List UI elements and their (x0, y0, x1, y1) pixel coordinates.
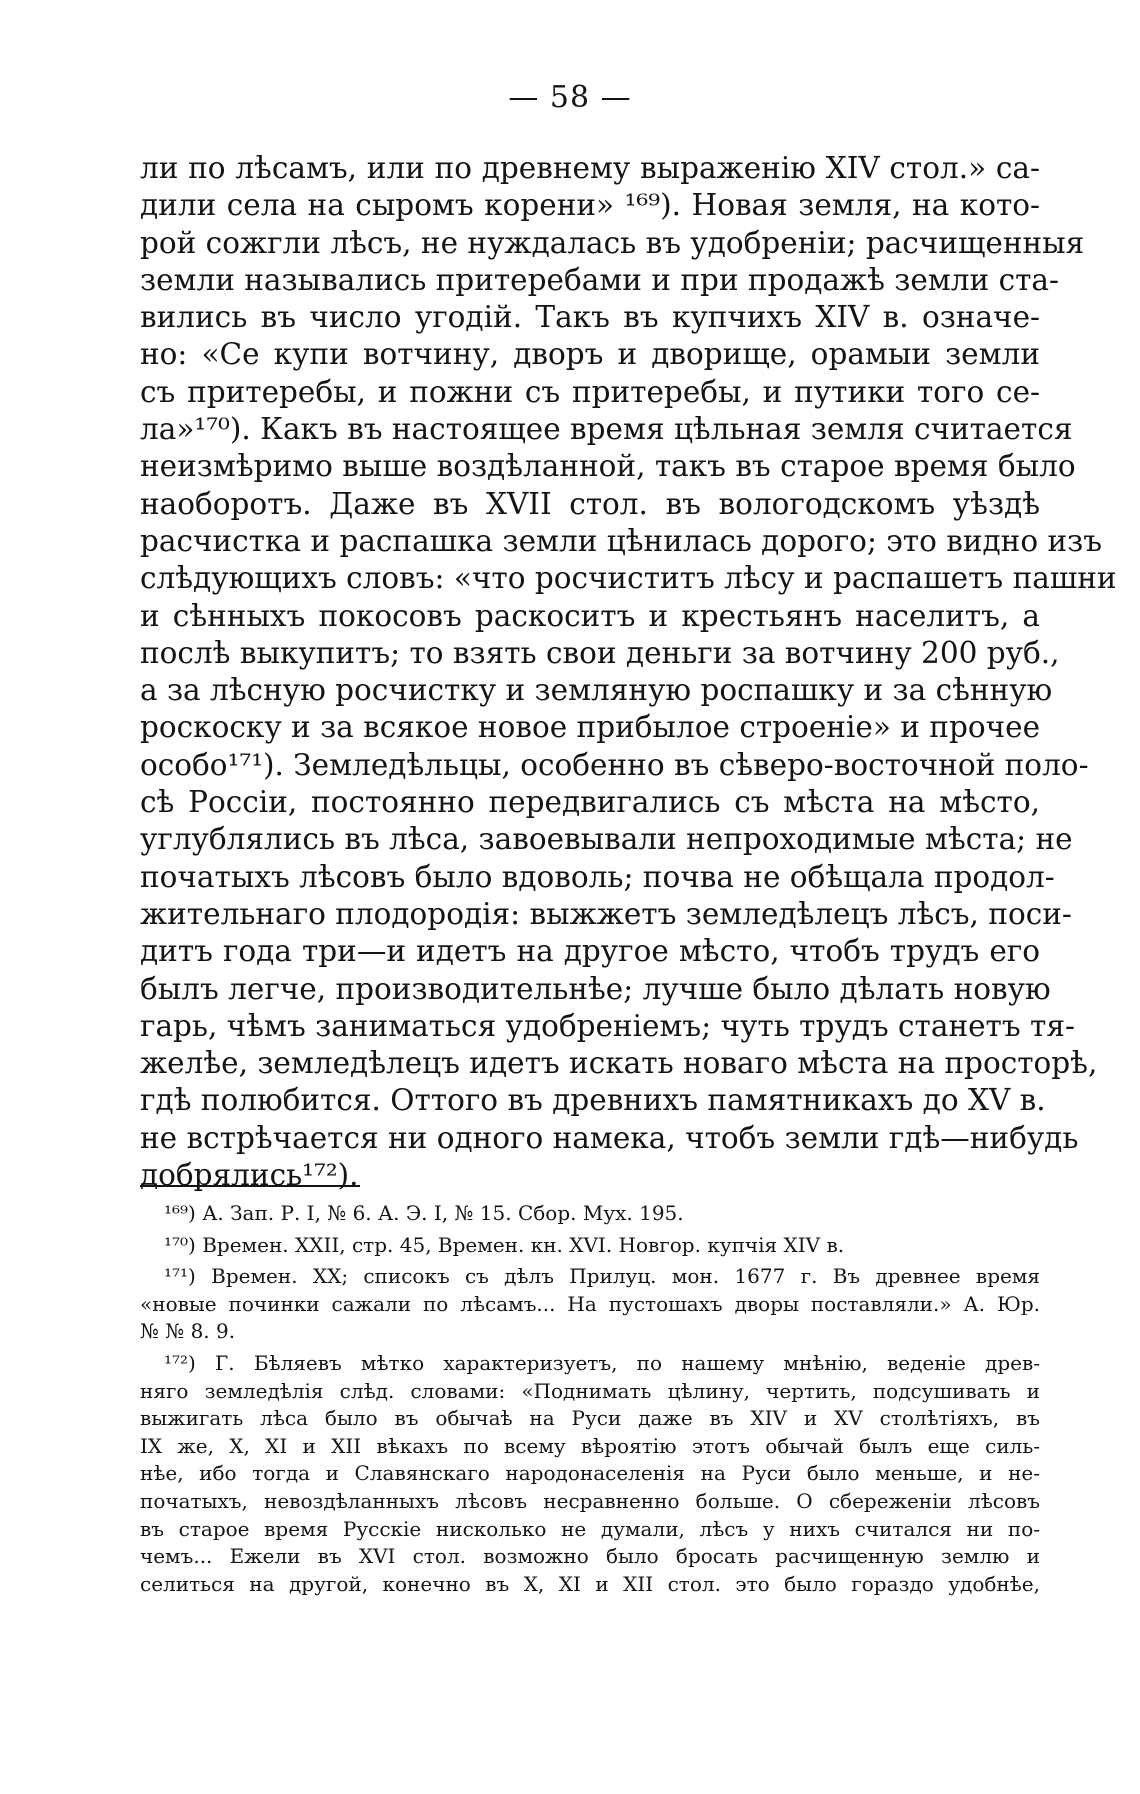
footnote-line: нѣе, ибо тогда и Славянскаго народонаселенія на Руси было меньше, и не- (140, 1461, 1040, 1486)
footnote-line: ¹⁶⁹) А. Зап. Р. I, № 6. А. Э. I, № 15. Сбор. Мух. 195. (164, 1201, 684, 1225)
text-line: а за лѣсную росчистку и земляную роспашку и за сѣнную (140, 673, 1053, 708)
footnote-line: «новые починки сажали по лѣсамъ... На пустошахъ дворы поставляли.» А. Юр. (140, 1291, 1040, 1316)
text-line: былъ легче, производительнѣе; лучше было дѣлать новую (140, 971, 1051, 1006)
text-line: но: «Се купи вотчину, дворъ и дворище, орамыи земли (140, 337, 1040, 372)
text-line: добрялись¹⁷²). (140, 1158, 359, 1193)
text-line: желѣе, земледѣлецъ идетъ искать новаго мѣста на просторѣ, (140, 1046, 1098, 1081)
footnotes (140, 1200, 1040, 1598)
footnote-line: ¹⁷⁰) Времен. XXII, стр. 45, Времен. кн. XVI. Новгор. купчія XIV в. (164, 1232, 845, 1257)
text-line: ла»¹⁷⁰). Какъ въ настоящее время цѣльная земля считается (140, 412, 1073, 447)
text-line: особо¹⁷¹). Земледѣльцы, особенно въ сѣверо-восточной поло- (140, 747, 1089, 782)
footnote-171 (140, 1263, 1040, 1346)
text-line: расчистка и распашка земли цѣнилась дорого; это видно изъ (140, 523, 1102, 558)
footnote-line: ¹⁷²) Г. Бѣляевъ мѣтко характеризуетъ, по нашему мнѣнію, веденіе древ- (164, 1350, 1040, 1375)
text-line: земли назывались притеребами и при продажѣ земли ста- (140, 262, 1059, 297)
text-line: жительнаго плодородія: выжжетъ земледѣлецъ лѣсъ, поси- (140, 896, 1072, 931)
text-line: гарь, чѣмъ заниматься удобреніемъ; чуть трудъ станетъ тя- (140, 1008, 1075, 1043)
text-line: рой сожгли лѣсъ, не нуждалась въ удобреніи; расчищенныя (140, 225, 1085, 260)
text-line: неизмѣримо выше воздѣланной, такъ въ старое время было (140, 449, 1076, 484)
text-line: послѣ выкупитъ; то взять свои деньги за вотчину 200 руб., (140, 635, 1060, 670)
text-line: сѣ Россіи, постоянно передвигались съ мѣста на мѣсто, (140, 785, 1040, 820)
footnote-line: выжигать лѣса было въ обычаѣ на Руси даже въ XIV и XV столѣтіяхъ, въ (140, 1406, 1040, 1431)
footnote-line: початыхъ, невоздѣланныхъ лѣсовъ несравненно больше. О сбереженіи лѣсовъ (140, 1488, 1040, 1513)
text-line: и сѣнныхъ покосовъ раскоситъ и крестьянъ населитъ, а (140, 598, 1040, 633)
text-line: дили села на сыромъ корени» ¹⁶⁹). Новая земля, на кото- (140, 188, 1040, 223)
text-line: початыхъ лѣсовъ было вдоволь; почва не обѣщала продол- (140, 859, 1055, 894)
footnote-172 (140, 1350, 1040, 1598)
footnote-line: селиться на другой, конечно въ X, XI и XII стол. это было гораздо удобнѣе, (140, 1571, 1040, 1596)
text-line: роскоску и за всякое новое прибылое строеніе» и прочее (140, 710, 1041, 745)
footnote-rule (140, 1185, 360, 1187)
footnote-line: № № 8. 9. (140, 1319, 236, 1344)
footnote-line: ¹⁷¹) Времен. XX; списокъ съ дѣлъ Прилуц. мон. 1677 г. Въ древнее время (164, 1264, 1040, 1289)
footnote-169 (140, 1200, 1040, 1228)
footnote-line: въ старое время Русскіе нисколько не думали, лѣсъ у нихъ считался ни по- (140, 1516, 1040, 1541)
text-line: наоборотъ. Даже въ XVII стол. въ вологодскомъ уѣздѣ (140, 486, 1040, 521)
footnote-line: няго земледѣлія слѣд. словами: «Поднимать цѣлину, чертить, подсушивать и (140, 1378, 1040, 1403)
text-line: не встрѣчается ни одного намека, чтобъ земли гдѣ—нибудь (140, 1120, 1079, 1155)
text-line: гдѣ полюбится. Оттого въ древнихъ памятникахъ до XV в. (140, 1083, 1046, 1118)
footnote-170 (140, 1232, 1040, 1260)
page-number: — 58 — (508, 80, 632, 115)
text-line: слѣдующихъ словъ: «что росчиститъ лѣсу и распашетъ пашни (140, 561, 1117, 596)
text-line: съ притеребы, и пожни съ притеребы, и путики того се- (140, 374, 1040, 409)
main-text (140, 150, 1117, 1194)
footnote-line: чемъ... Ежели въ XVI стол. возможно было бросать расчищенную землю и (140, 1544, 1040, 1569)
text-line: ли по лѣсамъ, или по древнему выраженію XIV стол.» са- (140, 151, 1040, 185)
text-line: вились въ число угодій. Такъ въ купчихъ XIV в. означе- (140, 300, 1040, 335)
footnote-line: IX же, X, XI и XII вѣкахъ по всему вѣроятію этотъ обычай былъ еще силь- (140, 1433, 1040, 1458)
text-line: углублялись въ лѣса, завоевывали непроходимые мѣста; не (140, 822, 1073, 857)
text-line: дитъ года три—и идетъ на другое мѣсто, чтобъ трудъ его (140, 934, 1040, 969)
